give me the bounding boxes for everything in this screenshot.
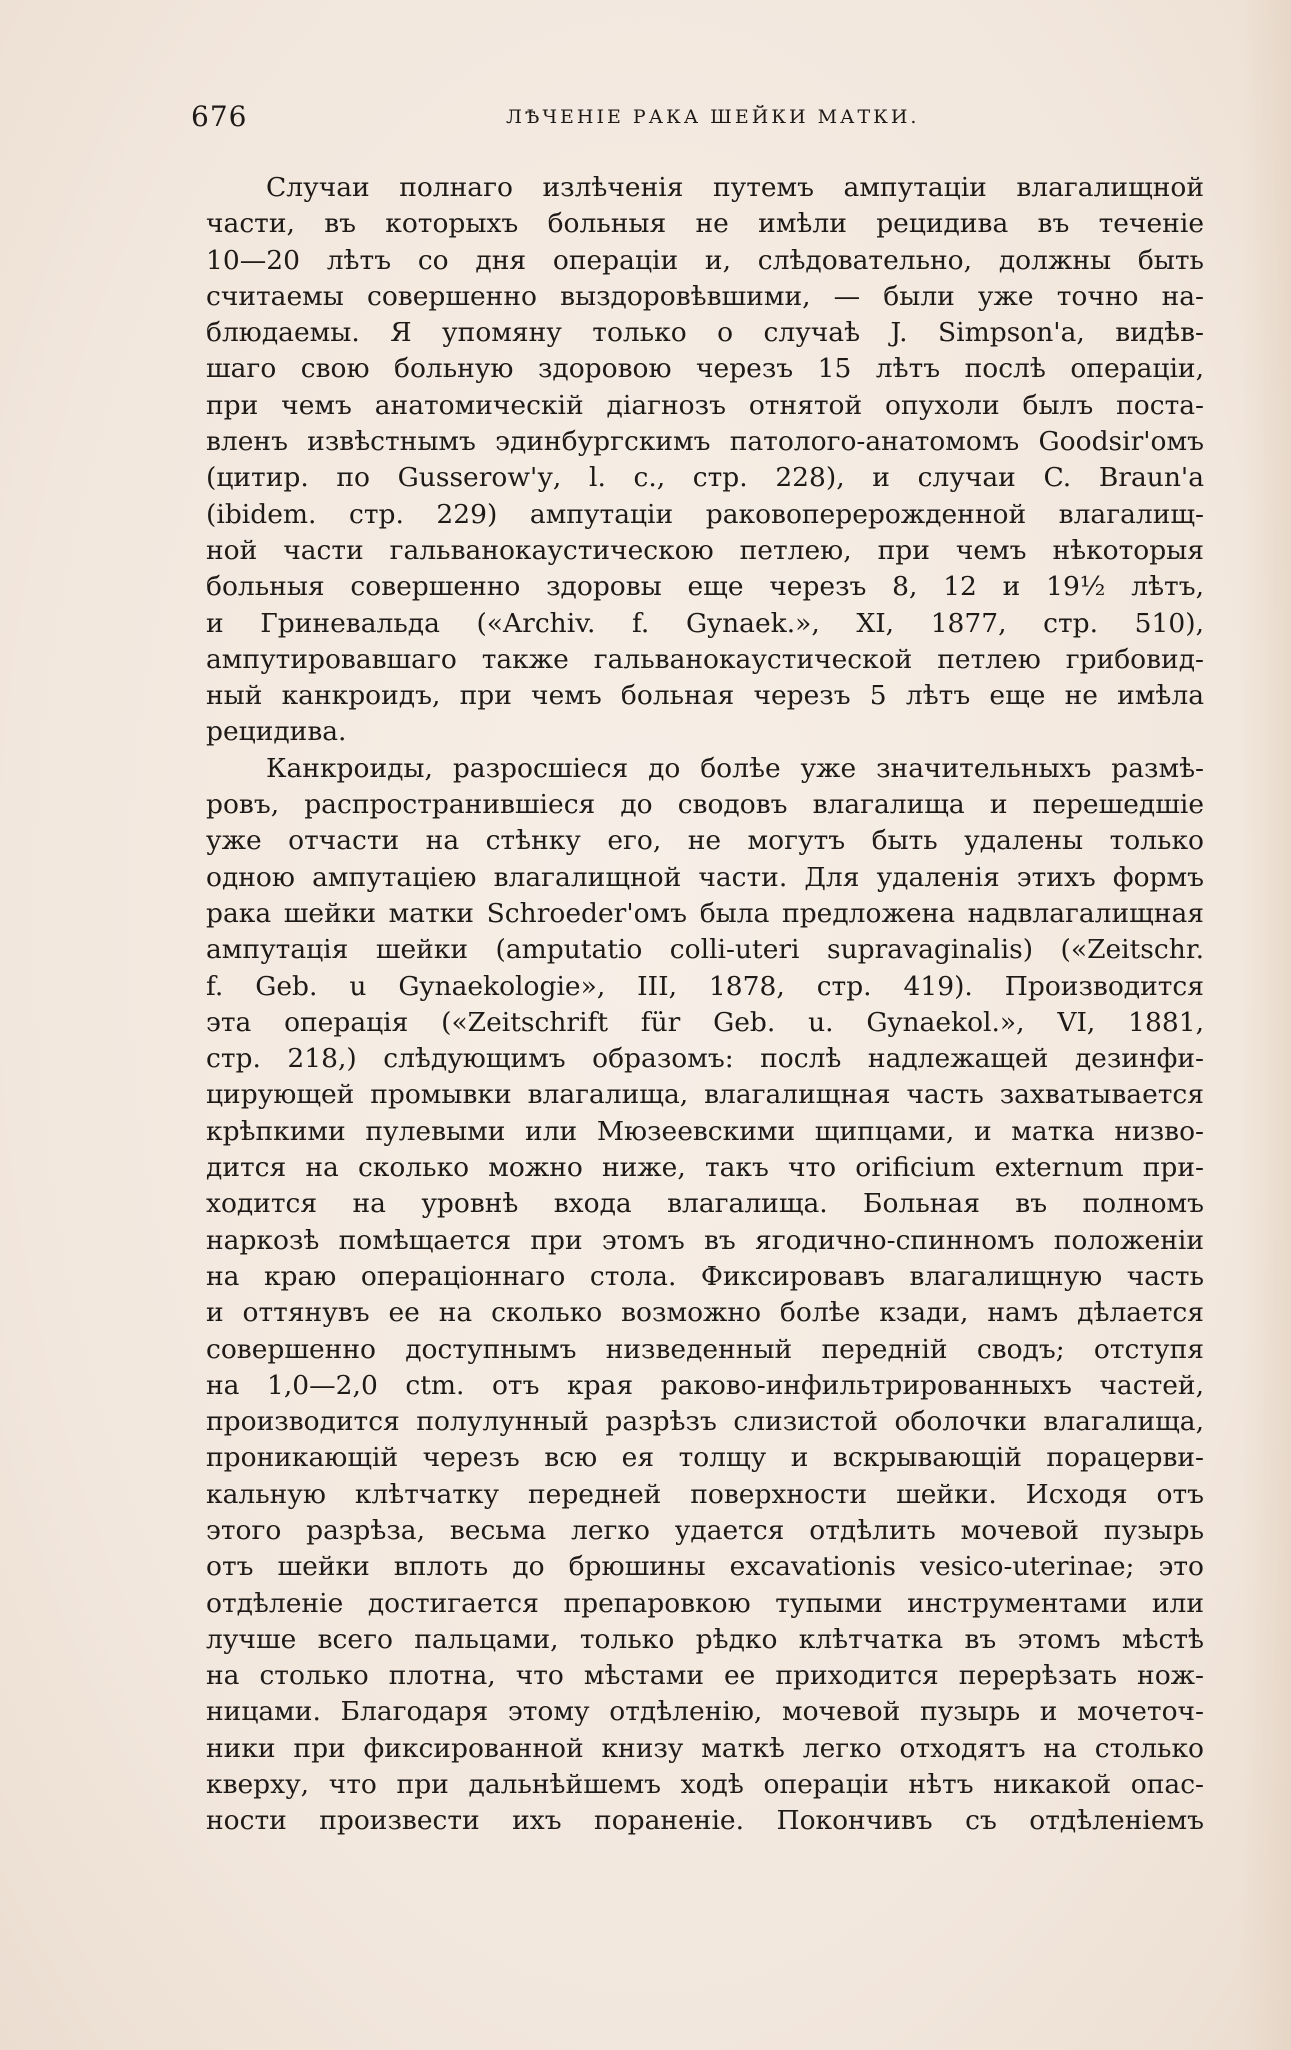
text-line: ходится на уровнѣ входа влагалища. Больная въ полномъ xyxy=(206,1188,1204,1220)
text-line: стр. 218,) слѣдующимъ образомъ: послѣ надлежащей дезинфи- xyxy=(206,1043,1204,1075)
text-line: крѣпкими пулевыми или Мюзеевскими щипцами, и матка низво- xyxy=(206,1115,1204,1147)
text-line: дится на сколько можно ниже, такъ что orificium externum при- xyxy=(206,1152,1204,1184)
text-line: ницами. Благодаря этому отдѣленію, мочевой пузырь и мочеточ- xyxy=(206,1696,1204,1728)
text-line: на 1,0—2,0 ctm. отъ края раково-инфильтрированныхъ частей, xyxy=(206,1369,1204,1401)
text-line: одною ампутаціею влагалищной части. Для удаленія этихъ формъ xyxy=(206,861,1204,893)
text-line: f. Geb. u Gynaekologie», III, 1878, стр. 419). Производится xyxy=(206,970,1204,1002)
text-line: шаго свою больную здоровою черезъ 15 лѣтъ послѣ операціи, xyxy=(206,353,1204,385)
text-line: эта операція («Zeitschrift für Geb. u. Gynaekol.», VI, 1881, xyxy=(206,1006,1204,1038)
text-line: части, въ которыхъ больныя не имѣли рецидива въ теченіе xyxy=(206,208,1204,240)
text-line: ности произвести ихъ пораненіе. Покончивъ съ отдѣленіемъ xyxy=(206,1805,1204,1837)
text-line: Случаи полнаго излѣченія путемъ ампутаціи влагалищной xyxy=(266,172,1204,203)
text-line: наркозѣ помѣщается при этомъ въ ягодично-спинномъ положеніи xyxy=(206,1224,1204,1256)
text-line: ампутація шейки (amputatio colli-uteri supravaginalis) («Zeitschr. xyxy=(206,934,1204,966)
text-line: 10—20 лѣтъ со дня операціи и, слѣдовательно, должны быть xyxy=(206,244,1204,276)
text-line: цирующей промывки влагалища, влагалищная часть захватывается xyxy=(206,1079,1204,1111)
text-line: рецидива. xyxy=(206,716,347,748)
text-line: рака шейки матки Schroeder'омъ была предложена надвлагалищная xyxy=(206,897,1204,929)
text-line: на краю операціоннаго стола. Фиксировавъ влагалищную часть xyxy=(206,1260,1204,1292)
text-line: лучше всего пальцами, только рѣдко клѣтчатка въ этомъ мѣстѣ xyxy=(206,1623,1204,1655)
text-line: ники при фиксированной книзу маткѣ легко отходятъ на столько xyxy=(206,1732,1204,1764)
text-line: отъ шейки вплоть до брюшины excavationis vesico-uterinae; это xyxy=(206,1551,1204,1583)
text-line: производится полулунный разрѣзъ слизистой оболочки влагалища, xyxy=(206,1406,1204,1438)
text-line: этого разрѣза, весьма легко удается отдѣлить мочевой пузырь xyxy=(206,1514,1204,1546)
page-number: 676 xyxy=(191,100,248,133)
page-edge-shadow xyxy=(1241,0,1291,2050)
text-line: ной части гальванокаустическою петлею, при чемъ нѣкоторыя xyxy=(206,534,1204,566)
text-line: (цитир. по Gusserow'у, l. c., стр. 228), и случаи C. Braun'а xyxy=(206,462,1204,494)
running-title: ЛѢЧЕНІЕ РАКА ШЕЙКИ МАТКИ. xyxy=(506,106,920,128)
text-line: вленъ извѣстнымъ эдинбургскимъ патолого-анатомомъ Goodsir'омъ xyxy=(206,426,1204,458)
text-line: уже отчасти на стѣнку его, не могутъ быть удалены только xyxy=(206,825,1204,857)
text-line: кверху, что при дальнѣйшемъ ходѣ операціи нѣтъ никакой опас- xyxy=(206,1769,1204,1801)
text-line: ампутировавшаго также гальванокаустической петлею грибовид- xyxy=(206,643,1204,675)
text-line: считаемы совершенно выздоровѣвшими, — были уже точно на- xyxy=(206,280,1204,312)
text-line: больныя совершенно здоровы еще черезъ 8, 12 и 19½ лѣтъ, xyxy=(206,571,1204,603)
text-line: и оттянувъ ее на сколько возможно болѣе кзади, намъ дѣлается xyxy=(206,1297,1204,1329)
text-line: Канкроиды, разросшіеся до болѣе уже значительныхъ размѣ- xyxy=(266,752,1204,784)
page-header xyxy=(191,100,1203,140)
text-line: ровъ, распространившіеся до сводовъ влагалища и перешедшіе xyxy=(206,789,1204,821)
text-line: при чемъ анатомическій діагнозъ отнятой опухоли былъ поста- xyxy=(206,389,1204,421)
text-line: (ibidem. стр. 229) ампутаціи раковоперерожденной влагалищ- xyxy=(206,498,1204,530)
body-text xyxy=(206,170,1204,1840)
text-line: проникающій черезъ всю ея толщу и вскрывающій порацерви- xyxy=(206,1442,1204,1474)
text-line: и Гриневальда («Archiv. f. Gynaek.», XI, 1877, стр. 510), xyxy=(206,607,1204,639)
text-line: блюдаемы. Я упомяну только о случаѣ J. Simpson'а, видѣв- xyxy=(206,317,1204,349)
text-line: отдѣленіе достигается препаровкою тупыми инструментами или xyxy=(206,1587,1204,1619)
text-line: кальную клѣтчатку передней поверхности шейки. Исходя отъ xyxy=(206,1478,1204,1510)
text-line: совершенно доступнымъ низведенный передній сводъ; отступя xyxy=(206,1333,1204,1365)
text-line: ный канкроидъ, при чемъ больная черезъ 5 лѣтъ еще не имѣла xyxy=(206,680,1204,712)
text-line: на столько плотна, что мѣстами ее приходится перерѣзать нож- xyxy=(206,1660,1204,1692)
